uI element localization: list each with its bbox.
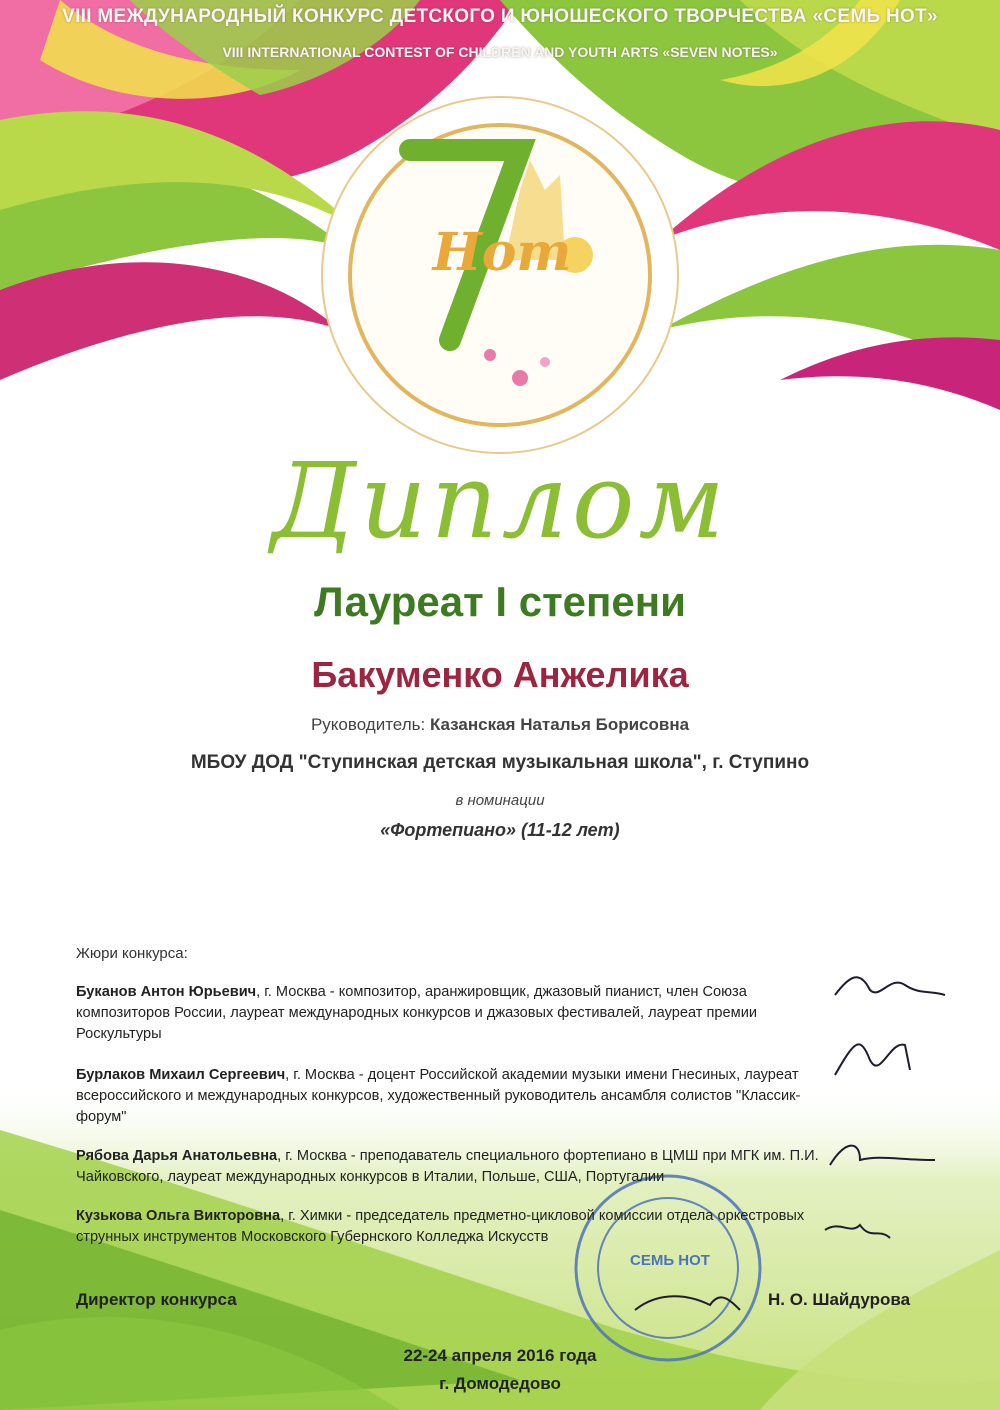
jury-member [76, 982, 836, 1045]
leader-line [0, 715, 1000, 735]
emblem-numeral [434, 173, 435, 174]
signature-bukanov [835, 977, 945, 995]
jury-member [76, 1065, 836, 1128]
jury-member [76, 1146, 836, 1188]
contest-date: 22-24 апреля 2016 года [403, 1346, 597, 1365]
winner-name: Бакуменко Анжелика [311, 654, 689, 695]
director-label: Директор конкурса [76, 1290, 237, 1309]
jury-member-name: Буканов Антон Юрьевич [76, 984, 257, 1000]
signature-burlakov [835, 1044, 910, 1075]
contest-title-en: VIII INTERNATIONAL CONTEST OF CHILDREN AND YOUTH ARTS «SEVEN NOTES» [222, 44, 778, 60]
jury-member-description: , г. Москва - композитор, аранжировщик, джазовый пианист, член Союза композиторов России, лауреат международных конкурсов и джазовых фестивалей, лауреат премии Роскультуры [76, 984, 757, 1042]
emblem-word: Нот [432, 222, 572, 283]
award-degree: Лауреат I степени [314, 578, 686, 625]
jury-member [76, 1206, 836, 1248]
director-name: Н. О. Шайдурова [768, 1290, 911, 1309]
school-name: МБОУ ДОД "Ступинская детская музыкальная школа", г. Ступино [190, 752, 810, 773]
stamp-center-text: СЕМЬ НОТ [630, 1252, 710, 1269]
jury-member-name: Бурлаков Михаил Сергеевич [76, 1067, 286, 1083]
leader-name: Казанская Наталья Борисовна [429, 715, 690, 734]
jury-member-description: , г. Химки - председатель предметно-цикловой комиссии отдела оркестровых струнных инструментов Московского Губернского Колледжа Искусств [76, 1208, 805, 1245]
jury-member-name: Рябова Дарья Анатольевна [76, 1148, 278, 1164]
jury-member-name: Кузькова Ольга Викторовна [76, 1208, 281, 1224]
nomination: «Фортепиано» (11-12 лет) [380, 820, 620, 840]
contest-title-ru: VIII МЕЖДУНАРОДНЫЙ КОНКУРС ДЕТСКОГО И ЮНОШЕСКОГО ТВОРЧЕСТВА «СЕМЬ НОТ» [62, 6, 938, 27]
jury-member-description: , г. Москва - преподаватель специального фортепиано в ЦМШ при МГК им. П.И. Чайковского, лауреат международных конкурсов в Италии, Польше, США, Португалии [76, 1148, 819, 1185]
leader-label: Руководитель: [310, 715, 426, 734]
diploma-title: Диплом [271, 440, 729, 562]
contest-city: г. Домодедово [439, 1374, 561, 1393]
nomination-label: в номинации [455, 792, 545, 809]
jury-member-description: , г. Москва - доцент Российской академии музыки имени Гнесиных, лауреат всероссийского и международных конкурсов, художественный руководитель ансамбля солистов "Классик-форум" [76, 1067, 801, 1125]
jury-title: Жюри конкурса: [76, 945, 188, 962]
